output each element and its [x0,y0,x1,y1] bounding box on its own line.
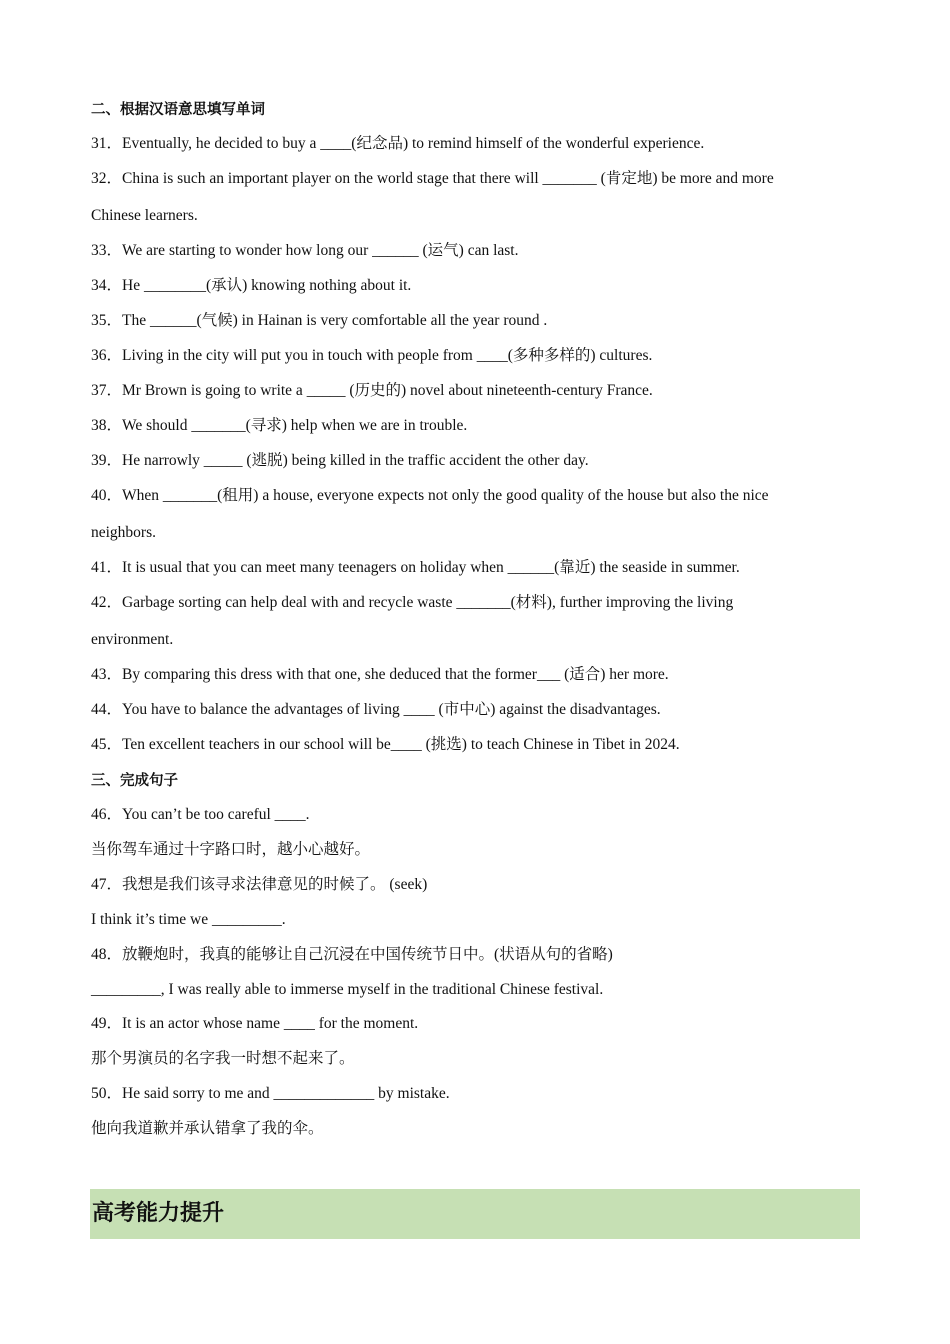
section-2-heading: 二、根据汉语意思填写单词 [91,102,265,118]
question-47-sentence: I think it’s time we _________. [91,911,286,928]
question-33: 33．We are starting to wonder how long our ______ (运气) can last. [91,242,519,259]
question-46-translation: 当你驾车通过十字路口时，越小心越好。 [91,841,371,858]
question-32: 32．China is such an important player on the world stage that there will _______ (肯定地) be more and more [91,170,774,187]
question-46: 46．You can’t be too careful ____. [91,806,310,823]
banner-title: 高考能力提升 [92,1201,225,1226]
question-32-continued: Chinese learners. [91,207,198,224]
question-48: 48．放鞭炮时，我真的能够让自己沉浸在中国传统节日中。(状语从句的省略) [91,946,613,963]
question-38: 38．We should _______(寻求) help when we are in trouble. [91,417,468,434]
question-31: 31．Eventually, he decided to buy a ____(纪念品) to remind himself of the wonderful experience. [91,135,705,152]
section-banner [90,1189,860,1239]
question-50: 50．He said sorry to me and _____________ by mistake. [91,1085,450,1102]
question-49-translation: 那个男演员的名字我一时想不起来了。 [91,1050,355,1067]
question-42: 42．Garbage sorting can help deal with and recycle waste _______(材料), further improving the living [91,594,734,611]
question-37: 37．Mr Brown is going to write a _____ (历史的) novel about nineteenth-century France. [91,382,653,399]
question-45: 45．Ten excellent teachers in our school will be____ (挑选) to teach Chinese in Tibet in 2024. [91,736,680,753]
question-40-continued: neighbors. [91,524,157,541]
question-35: 35．The ______(气候) in Hainan is very comfortable all the year round . [91,312,548,329]
question-41: 41．It is usual that you can meet many teenagers on holiday when ______(靠近) the seaside in summer. [91,559,740,576]
question-36: 36．Living in the city will put you in touch with people from ____(多种多样的) cultures. [91,347,653,364]
section-3-heading: 三、完成句子 [91,773,178,789]
question-39: 39．He narrowly _____ (逃脱) being killed in the traffic accident the other day. [91,452,589,469]
question-34: 34．He ________(承认) knowing nothing about it. [91,277,412,294]
question-44: 44．You have to balance the advantages of living ____ (市中心) against the disadvantages. [91,701,661,718]
question-50-translation: 他向我道歉并承认错拿了我的伞。 [91,1120,324,1137]
question-49: 49．It is an actor whose name ____ for the moment. [91,1015,419,1032]
question-40: 40．When _______(租用) a house, everyone expects not only the good quality of the house but also the nice [91,487,769,504]
question-48-sentence: _________, I was really able to immerse myself in the traditional Chinese festival. [91,981,604,998]
question-47: 47．我想是我们该寻求法律意见的时候了。 (seek) [91,876,428,893]
question-42-continued: environment. [91,631,174,648]
question-43: 43．By comparing this dress with that one, she deduced that the former___ (适合) her more. [91,666,669,683]
